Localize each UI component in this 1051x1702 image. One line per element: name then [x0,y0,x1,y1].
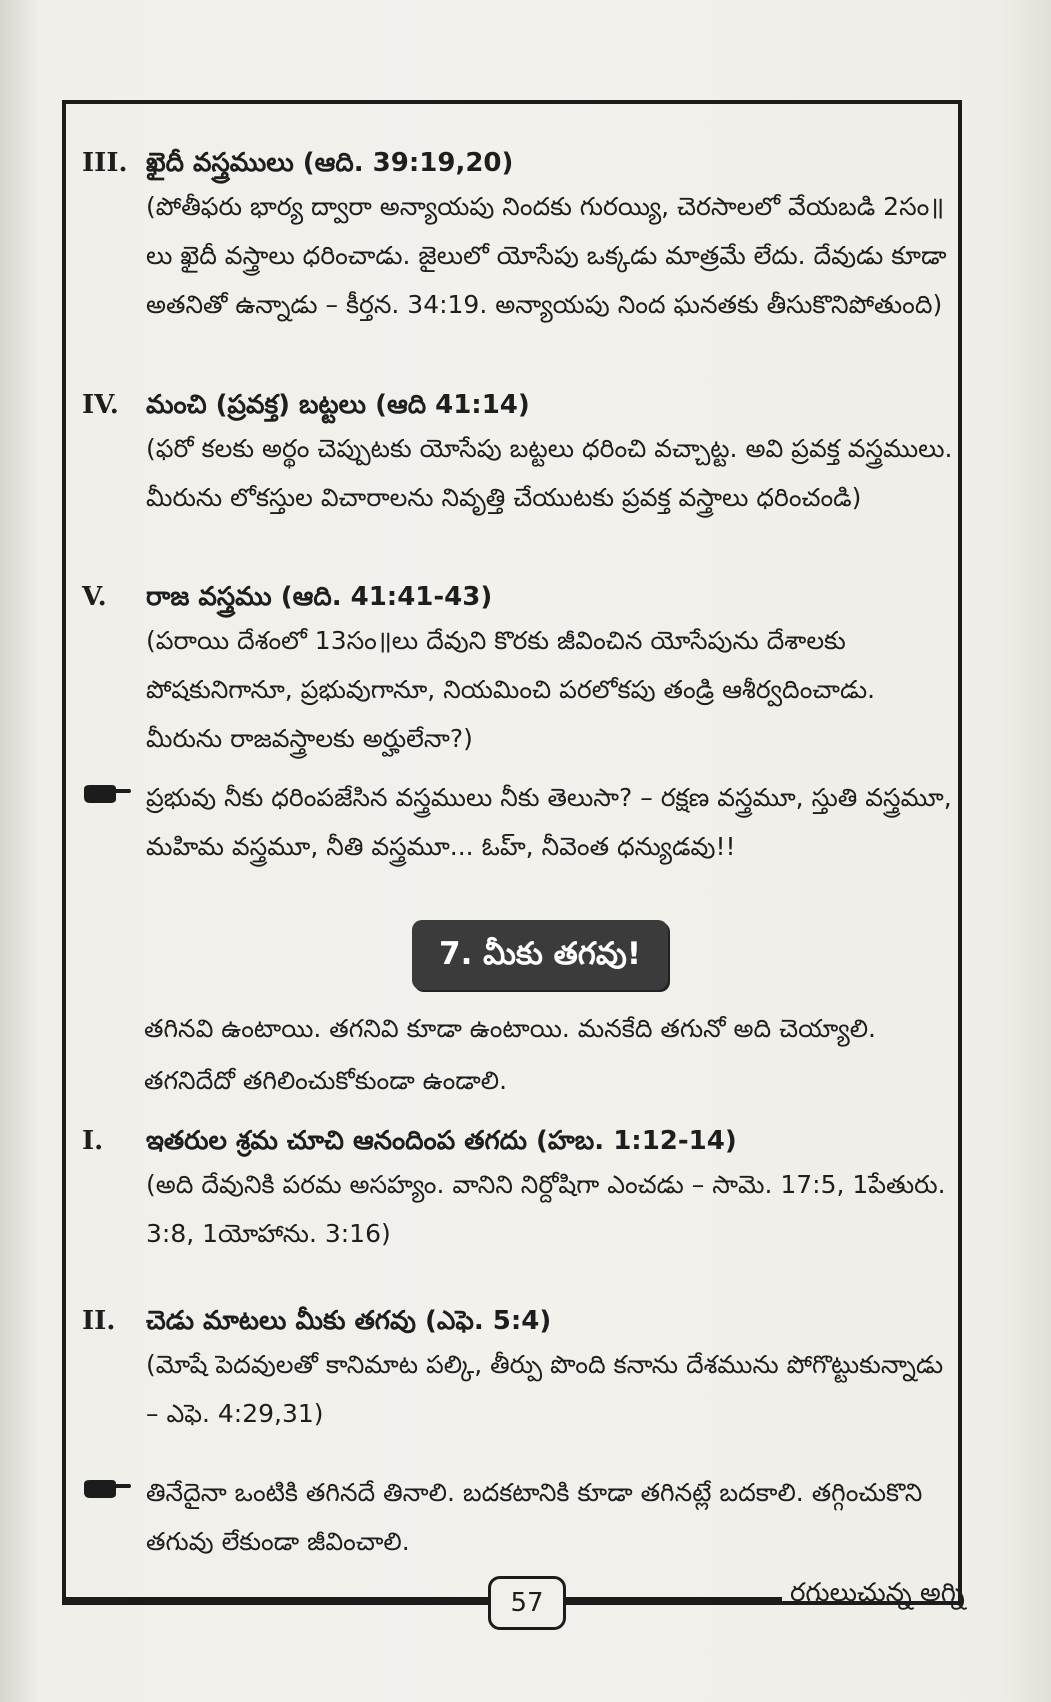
pointing-hand-icon [82,1478,132,1500]
section-numeral: V. [82,582,107,612]
section-body: (పోతీఫరు భార్య ద్వారా అన్యాయపు నిందకు గురయ్యి, చెరసాలలో వేయబడి 2సం॥లు ఖైదీ వస్త్రాలు ధరించాడు. జైలులో యోసేపు ఒక్కడు మాత్రమే లేదు. దేవుడు కూడా అతనితో ఉన్నాడు – కీర్తన. 34:19. అన్యాయపు నింద ఘనతకు తీసుకొనిపోతుంది) [146,192,947,319]
page-number: 57 [488,1576,566,1630]
section-numeral: III. [82,148,128,178]
pointing-hand-icon [82,783,132,805]
section-heading: రాజ వస్త్రము (ఆది. 41:41-43) [146,582,493,612]
chapter-banner: 7. మీకు తగవు! [412,920,668,990]
section-body: (అది దేవునికి పరమ అసహ్యం. వానిని నిర్దోషిగా ఎంచడు – సామె. 17:5, 1పేతురు. 3:8, 1యోహాను. 3:16) [146,1170,946,1248]
book-title: రగులుచున్న అగ్ని [790,1578,965,1608]
section-heading: మంచి (ప్రవక్త) బట్టలు (ఆది 41:14) [146,390,530,420]
section-body: (పరాయి దేశంలో 13సం॥లు దేవుని కొరకు జీవించిన యోసేపును దేశాలకు పోషకునిగానూ, ప్రభువుగానూ, నియమించి పరలోకపు తండ్రి ఆశీర్వదించాడు. మీరును రాజవస్త్రాలకు అర్హులేనా?) [146,626,876,753]
section-heading: ఖైదీ వస్త్రములు (ఆది. 39:19,20) [146,148,514,178]
tip-text: తినేదైనా ఒంటికి తగినదే తినాలి. బదకటానికి కూడా తగినట్లే బదకాలి. తగ్గించుకొని తగువు లేకుండా జీవించాలి. [146,1478,923,1556]
section-body: (మోషే పెదవులతో కానిమాట పల్కి, తీర్పు పొంది కనాను దేశమును పోగొట్టుకున్నాడు – ఎఫె. 4:29,31) [146,1350,944,1428]
section-numeral: I. [82,1126,104,1156]
tip-text: ప్రభువు నీకు ధరింపజేసిన వస్త్రములు నీకు తెలుసా? – రక్షణ వస్త్రమూ, స్తుతి వస్త్రమూ, మహిమ వస్త్రమూ, నీతి వస్త్రమూ... ఓహ్, నీవెంత ధన్యుడవు!! [146,783,952,861]
footer-rule [62,1597,782,1601]
section-body: (ఫరో కలకు అర్థం చెప్పుటకు యోసేపు బట్టలు ధరించి వచ్చాట్ట. అవి ప్రవక్త వస్త్రములు. మీరును లోకస్తుల విచారాలను నివృత్తి చేయుటకు ప్రవక్త వస్త్రాలు ధరించండి) [146,434,953,512]
section-numeral: II. [82,1306,116,1336]
section-heading: ఇతరుల శ్రమ చూచి ఆనందింప తగదు (హబ. 1:12-14) [146,1126,737,1156]
section-heading: చెడు మాటలు మీకు తగవు (ఎఫె. 5:4) [146,1306,552,1336]
chapter-intro: తగినవి ఉంటాయి. తగనివి కూడా ఉంటాయి. మనకేది తగునో అది చెయ్యాలి. తగనిదేదో తగిలించుకోకుండా ఉండాలి. [144,1014,876,1095]
section-numeral: IV. [82,390,119,420]
